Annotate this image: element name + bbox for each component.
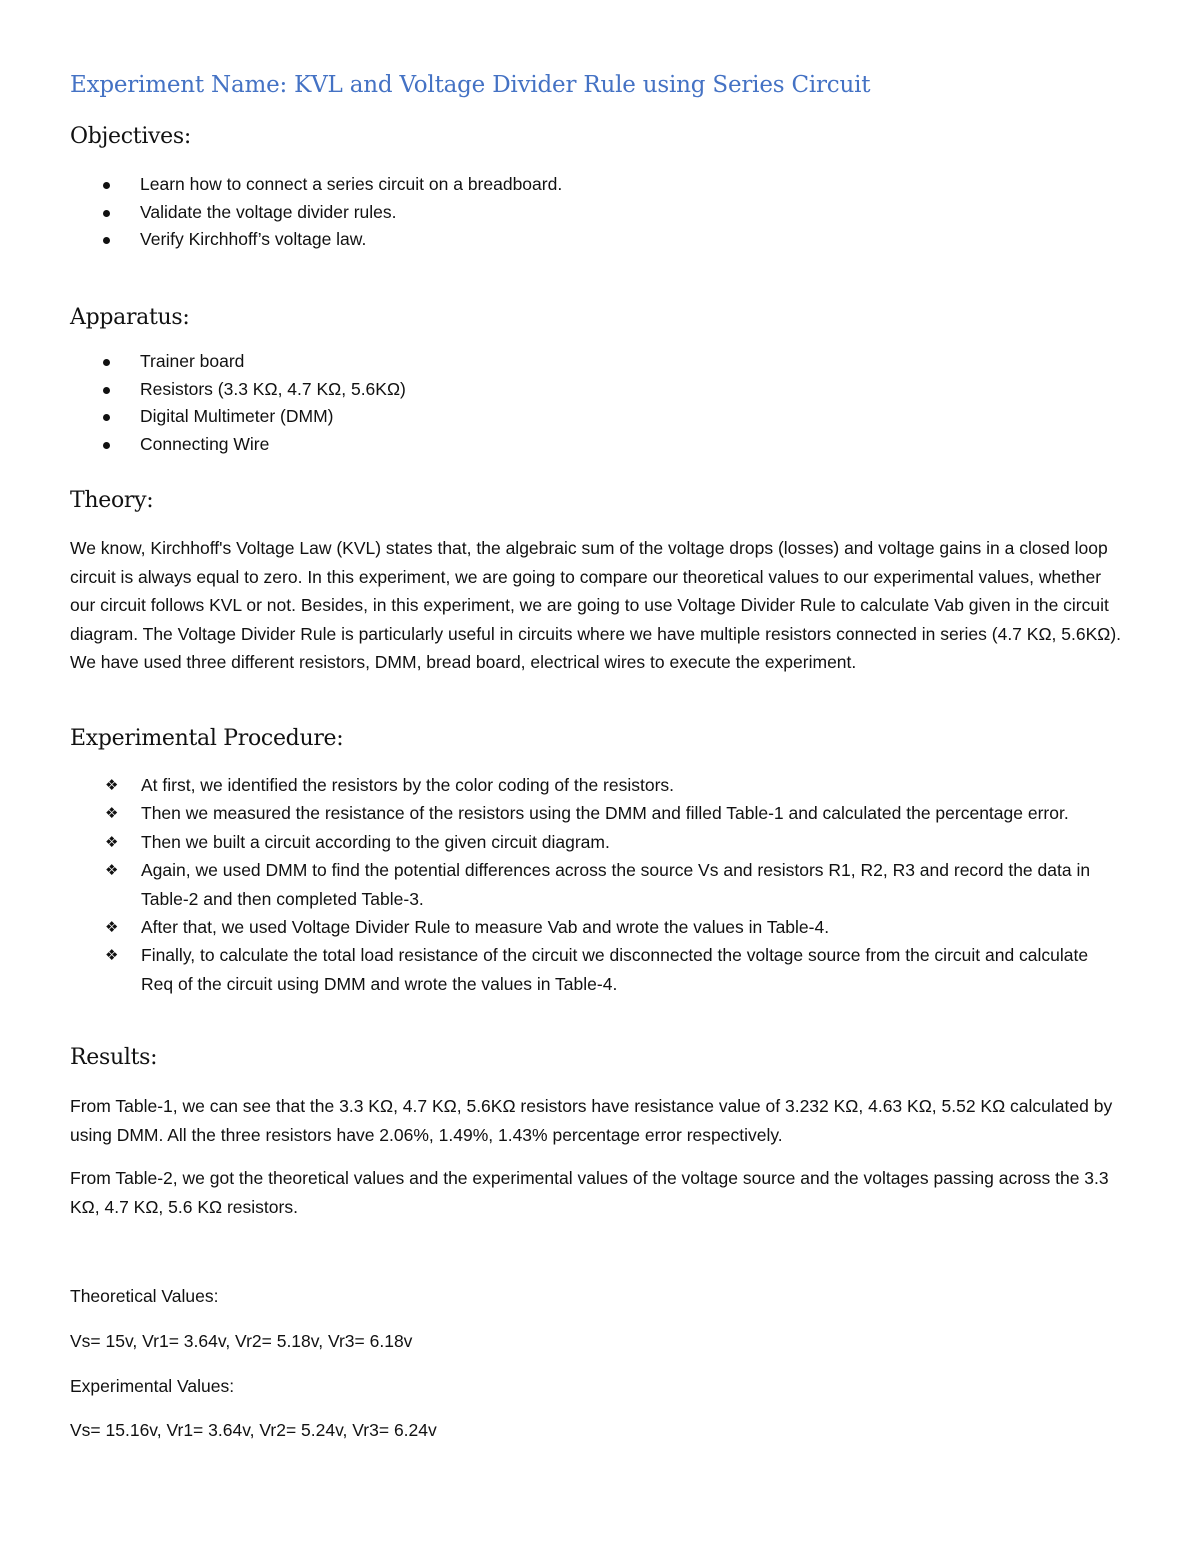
list-item: Learn how to connect a series circuit on a breadboard.	[100, 171, 562, 199]
diamond-bullet-icon: ❖	[105, 776, 119, 794]
diamond-bullet-icon: ❖	[105, 861, 119, 880]
list-item: Validate the voltage divider rules.	[100, 199, 562, 227]
diamond-bullet-icon: ❖	[105, 946, 119, 965]
bullet-icon	[103, 182, 110, 189]
list-item: Verify Kirchhoff’s voltage law.	[100, 226, 562, 254]
procedure-list	[100, 771, 1110, 998]
document-title: Experiment Name: KVL and Voltage Divider Rule using Series Circuit	[70, 72, 871, 98]
list-item: Digital Multimeter (DMM)	[100, 403, 406, 431]
bullet-icon	[103, 237, 110, 244]
list-item: ❖ Finally, to calculate the total load resistance of the circuit we disconnected the voltage source from the circuit and calculate Req of the circuit using DMM and wrote the values in Table-4.	[100, 941, 1110, 998]
bullet-icon	[103, 414, 110, 421]
theory-paragraph: We know, Kirchhoff's Voltage Law (KVL) states that, the algebraic sum of the voltage drops (losses) and voltage gains in a closed loop circuit is always equal to zero. In this experiment, we are going to compare our theoretical values to our experimental values, whether our circuit follows KVL or not. Besides, in this experiment, we are going to use Voltage Divider Rule to calculate Vab given in the circuit diagram. The Voltage Divider Rule is particularly useful in circuits where we have multiple resistors connected in series (4.7 KΩ, 5.6KΩ). We have used three different resistors, DMM, bread board, electrical wires to execute the experiment.	[70, 538, 1122, 673]
bullet-icon	[103, 210, 110, 217]
diamond-bullet-icon: ❖	[105, 918, 119, 937]
list-item: ❖ At first, we identified the resistors by the color coding of the resistors.	[100, 771, 1110, 799]
theoretical-values: Vs= 15v, Vr1= 3.64v, Vr2= 5.18v, Vr3= 6.18v	[70, 1331, 413, 1351]
apparatus-list	[100, 348, 406, 459]
list-item: Connecting Wire	[100, 431, 406, 459]
results-paragraph-1: From Table-1, we can see that the 3.3 KΩ, 4.7 KΩ, 5.6KΩ resistors have resistance value of 3.232 KΩ, 4.63 KΩ, 5.52 KΩ calculated by using DMM. All the three resistors have 2.06%, 1.49%, 1.43% percentage error respectively.	[70, 1096, 1113, 1145]
theory-heading: Theory:	[70, 488, 154, 513]
results-paragraph-2: From Table-2, we got the theoretical values and the experimental values of the voltage source and the voltages passing across the 3.3 KΩ, 4.7 KΩ, 5.6 KΩ resistors.	[70, 1168, 1109, 1217]
bullet-icon	[103, 359, 110, 366]
list-item: ❖ Then we measured the resistance of the resistors using the DMM and filled Table-1 and calculated the percentage error.	[100, 799, 1110, 827]
objectives-list	[100, 171, 562, 254]
theoretical-values-label: Theoretical Values:	[70, 1286, 219, 1306]
experimental-values-label: Experimental Values:	[70, 1376, 235, 1396]
list-item: ❖ After that, we used Voltage Divider Rule to measure Vab and wrote the values in Table-4.	[100, 913, 1110, 941]
results-heading: Results:	[70, 1045, 158, 1070]
diamond-bullet-icon: ❖	[105, 832, 119, 851]
list-item: Resistors (3.3 KΩ, 4.7 KΩ, 5.6KΩ)	[100, 376, 406, 404]
diamond-bullet-icon: ❖	[105, 804, 119, 823]
list-item: ❖ Again, we used DMM to find the potential differences across the source Vs and resistors R1, R2, R3 and record the data in Table-2 and then completed Table-3.	[100, 856, 1110, 913]
list-item: Trainer board	[100, 348, 406, 376]
objectives-heading: Objectives:	[70, 124, 192, 149]
bullet-icon	[103, 442, 110, 449]
experimental-values: Vs= 15.16v, Vr1= 3.64v, Vr2= 5.24v, Vr3= 6.24v	[70, 1420, 437, 1440]
bullet-icon	[103, 387, 110, 394]
list-item: ❖ Then we built a circuit according to the given circuit diagram.	[100, 828, 1110, 856]
procedure-heading: Experimental Procedure:	[70, 726, 344, 751]
apparatus-heading: Apparatus:	[70, 305, 190, 330]
